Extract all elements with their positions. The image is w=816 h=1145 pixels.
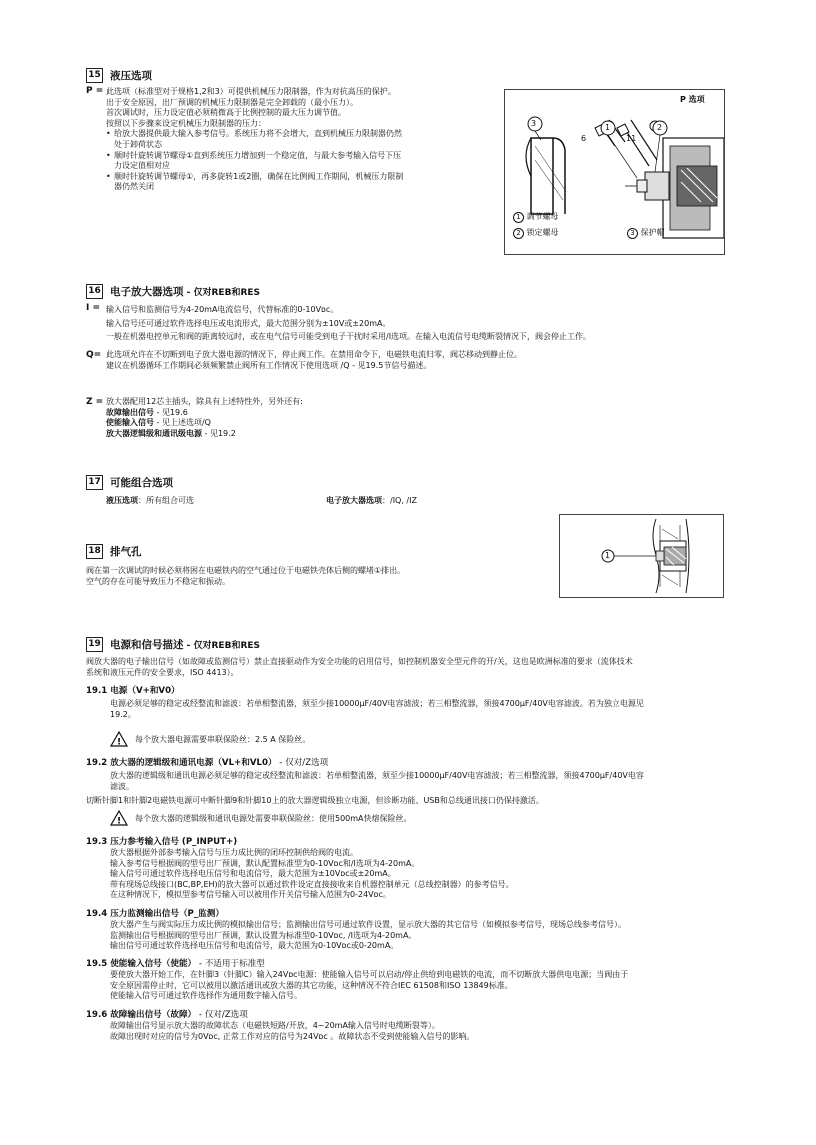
subsection-19-1-text — [110, 699, 644, 720]
svg-text:!: ! — [116, 737, 122, 747]
subsection-line: 滤波。 — [110, 781, 134, 791]
subsection-line: 监测输出信号根据阀的型号出厂预调，默认设置为标准型0-10Vᴅᴄ, /I选项为4-20mA。 — [110, 930, 417, 940]
option-z-item: 使能输入信号 - 见上述选项/Q — [106, 418, 211, 428]
subsection-line: 带有现场总线接口(BC,BP,EH)的放大器可以通过软件设定直接接收来自机器控制单元（总线控制器）的参考信号。 — [110, 879, 514, 889]
warning-icon — [110, 731, 128, 747]
subsection-line: 要使放大器开始工作，在针脚3（针脚C）输入24Vᴅᴄ电源：使能输入信号可以启动/停止供给到电磁铁的电流，而不切断放大器供电电源；当阀由于 — [110, 970, 629, 979]
legend-circle: 3 — [627, 228, 638, 239]
option-p-line: 按照以下步骤来设定机械压力限制器的压力： — [106, 118, 266, 128]
wrench-size-6: 6 — [581, 134, 587, 143]
option-p-line: 出于安全原因，出厂预调的机械压力限制器是完全卸载的（最小压力）。 — [106, 97, 358, 107]
option-z-item: 故障输出信号 - 见19.6 — [106, 407, 188, 417]
figure-p-option — [504, 89, 725, 255]
legend-adjust-nut: 1 调节螺母 — [513, 211, 559, 223]
option-q-line: 此选项允许在不切断到电子放大器电源的情况下，停止阀工作。在禁用命令下，电磁铁电流归零，阀芯移动到静止位。 — [106, 350, 522, 359]
legend-circle: 2 — [513, 228, 524, 239]
option-p-steps — [106, 129, 403, 193]
air-bleed-description — [86, 566, 405, 587]
section-16-number: 16 — [86, 284, 103, 299]
hydraulic-options-combo: 液压选项：所有组合可选 — [106, 496, 194, 505]
air-bleed-drawing — [560, 515, 723, 597]
section-17-number: 17 — [86, 475, 103, 490]
option-i-label: I = — [86, 303, 101, 313]
callout-2-top: 2 — [657, 123, 663, 132]
option-q-description — [106, 350, 522, 371]
section-19-intro — [86, 657, 633, 678]
air-bleed-line: 空气的存在可能导致压力不稳定和振动。 — [86, 576, 230, 586]
intro-line: 阀放大器的电子输出信号（如故障或监测信号）禁止直接驱动作为安全功能的启用信号，如控制机器安全型元件的开/关，这也是欧洲标准的要求（流体技术 — [86, 657, 633, 666]
warning-text: 每个放大器电源需要串联保险丝：2.5 A 保险丝。 — [135, 735, 311, 744]
warning-icon — [110, 810, 128, 826]
option-p-line: 首次调试时，压力设定值必须稍微高于比例控制的最大压力调节值。 — [106, 108, 346, 118]
subsection-19-6-text — [110, 1021, 474, 1042]
air-bleed-line: 阀在第一次调试的时候必须将困在电磁铁内的空气通过位于电磁铁壳体后侧的螺堵①排出。 — [86, 566, 406, 575]
section-18-number: 18 — [86, 544, 103, 559]
section-16-title: 电子放大器选项 - 仅对REB和RES — [110, 286, 261, 298]
step-item: • 给放大器提供最大输入参考信号。系统压力将不会增大，直到机械压力限制器仍然 处于卸荷状态 — [106, 129, 403, 150]
legend-circle: 1 — [513, 212, 524, 223]
warning-text: 每个放大器的逻辑级和通讯电源处需要串联保险丝：使用500mA快熔保险丝。 — [135, 814, 412, 823]
subsection-19-5-title: 19.5 使能输入信号（使能） - 不适用于标准型 — [86, 959, 265, 969]
legend-lock-nut: 2 锁定螺母 — [513, 227, 559, 239]
option-z-item: 放大器逻辑级和通讯级电源 - 见19.2 — [106, 428, 236, 438]
subsection-line: 放大器的逻辑级和通讯电源必须足够的稳定或经整流和滤波：若单相整流器，须至少接10000μF/40V电容滤波；若三相整流器，须接4700μF/40V电容 — [110, 771, 644, 780]
subsection-19-4-text — [110, 920, 626, 952]
svg-text:!: ! — [116, 816, 122, 826]
intro-line: 系统和液压元件的安全要求，ISO 4413）。 — [86, 667, 239, 677]
step-item: • 顺时针旋转调节螺母①直到系统压力增加到一个稳定值，与最大参考输入信号下压 力设定值相对应 — [106, 151, 403, 172]
subsection-line: 故障出现时对应的信号为0Vᴅᴄ, 正常工作对应的信号为24Vᴅᴄ 。故障状态不受到使能输入信号的影响。 — [110, 1031, 475, 1041]
option-q-label: Q= — [86, 350, 102, 360]
option-p-label: P = — [86, 86, 104, 96]
subsection-line: 放大器根据外部参考输入信号与压力成比例的闭环控制供给阀的电流。 — [110, 848, 358, 857]
subsection-19-3-text — [110, 848, 514, 901]
subsection-line: 输入信号可通过软件选择电压信号和电流信号，最大范围为±10Vᴅᴄ或±20mA。 — [110, 869, 396, 879]
option-z-intro: 放大器配用12芯主插头，除具有上述特性外，另外还有: — [106, 397, 303, 406]
subsection-line: 使能输入信号可通过软件选择作为通用数字输入信号。 — [110, 991, 302, 1001]
callout-3-top: 3 — [531, 119, 537, 128]
subsection-line: 故障输出信号显示放大器的故障状态（电磁铁短路/开放，4~20mA输入信号时电缆断裂等）。 — [110, 1021, 440, 1030]
subsection-line: 19.2。 — [110, 709, 136, 719]
option-i-description — [106, 303, 591, 344]
option-z-label: Z = — [86, 397, 104, 407]
legend-protection-cap: 3 保护帽 — [627, 227, 665, 239]
subsection-19-1-title: 19.1 电源（V+和V0） — [86, 686, 180, 696]
subsection-line: 安全原因需停止时，它可以被用以激活通讯或放大器的其它功能，这种情况不符合IEC 61508和ISO 13849标准。 — [110, 980, 513, 990]
option-i-line: 输入信号和监测信号为4-20mA电流信号，代替标准的0-10Vᴅᴄ。 — [106, 305, 339, 314]
section-17-title: 可能组合选项 — [110, 477, 173, 489]
figure-air-bleed — [559, 514, 724, 598]
subsection-19-2-title: 19.2 放大器的逻辑级和通讯电源（VL+和VL0） - 仅对/Z选项 — [86, 758, 329, 768]
subsection-19-5-text — [110, 970, 628, 1002]
electronic-options-combo: 电子放大器选项：/IQ, /IZ — [326, 496, 417, 505]
subsection-line: 输出信号可通过软件选择电压信号和电流信号，最大范围为0-10Vᴅᴄ或0-20mA。 — [110, 941, 399, 951]
section-15-number: 15 — [86, 68, 103, 83]
subsection-19-4-title: 19.4 压力监测输出信号（P_监测） — [86, 909, 224, 919]
wrench-size-11: 11 — [626, 134, 637, 143]
option-z-description — [106, 397, 303, 439]
step-item: • 顺时针旋转调节螺母①，再多旋转1或2圈，确保在比例阀工作期间，机械压力限制 器仍然关闭 — [106, 172, 403, 193]
callout-1-top: 1 — [605, 123, 611, 132]
subsection-line: 在这种情况下，模拟型参考信号输入可以被用作开关信号输入范围为0-24Vᴅᴄ。 — [110, 890, 391, 900]
section-19-title: 电源和信号描述 - 仅对REB和RES — [110, 639, 261, 651]
option-p-line: 此选项（标准型对于规格1,2和3）可提供机械压力限制器，作为对抗高压的保护。 — [106, 87, 396, 96]
subsection-19-6-title: 19.6 故障输出信号（故障） - 仅对/Z选项 — [86, 1010, 248, 1020]
subsection-line: 输入参考信号根据阀的型号出厂预调，默认配置标准型为0-10Vᴅᴄ和/I选项为4-20mA。 — [110, 858, 420, 868]
section-19-number: 19 — [86, 637, 103, 652]
air-bleed-callout: 1 — [605, 551, 611, 560]
option-p-description — [106, 87, 403, 193]
subsection-19-2-text-b: 切断针脚1和针脚2电磁铁电源可中断针脚9和针脚10上的放大器逻辑级独立电源，但诊断功能、USB和总线通讯接口仍保持激活。 — [86, 796, 544, 805]
subsection-19-3-title: 19.3 压力参考输入信号 (P_INPUT+) — [86, 837, 238, 847]
option-i-line: 输入信号还可通过软件选择电压或电流形式，最大范围分别为±10V或±20mA。 — [106, 318, 391, 328]
section-15-title: 液压选项 — [110, 70, 152, 82]
subsection-19-2-text — [110, 771, 644, 792]
subsection-line: 电源必须足够的稳定或经整流和滤波：若单相整流器，须至少接10000μF/40V电容滤波；若三相整流器，须接4700μF/40V电容滤波。若为独立电源见 — [110, 699, 644, 708]
section-18-title: 排气孔 — [110, 546, 142, 558]
figure-p-title: P 选项 — [680, 95, 705, 104]
subsection-line: 放大器产生与阀实际压力成比例的模拟输出信号；监测输出信号可通过软件设置，显示放大器的其它信号（如模拟参考信号，现场总线参考信号）。 — [110, 920, 626, 929]
option-q-line: 建议在机器循环工作期间必须频繁禁止阀所有工作情况下使用选项 /Q - 见19.5节信号描述。 — [106, 360, 432, 370]
option-i-line: 一般在机器电控单元和阀的距离较远时，或在电气信号可能受到电子干扰时采用/I选项。在输入电流信号电缆断裂情况下，阀会停止工作。 — [106, 332, 592, 341]
